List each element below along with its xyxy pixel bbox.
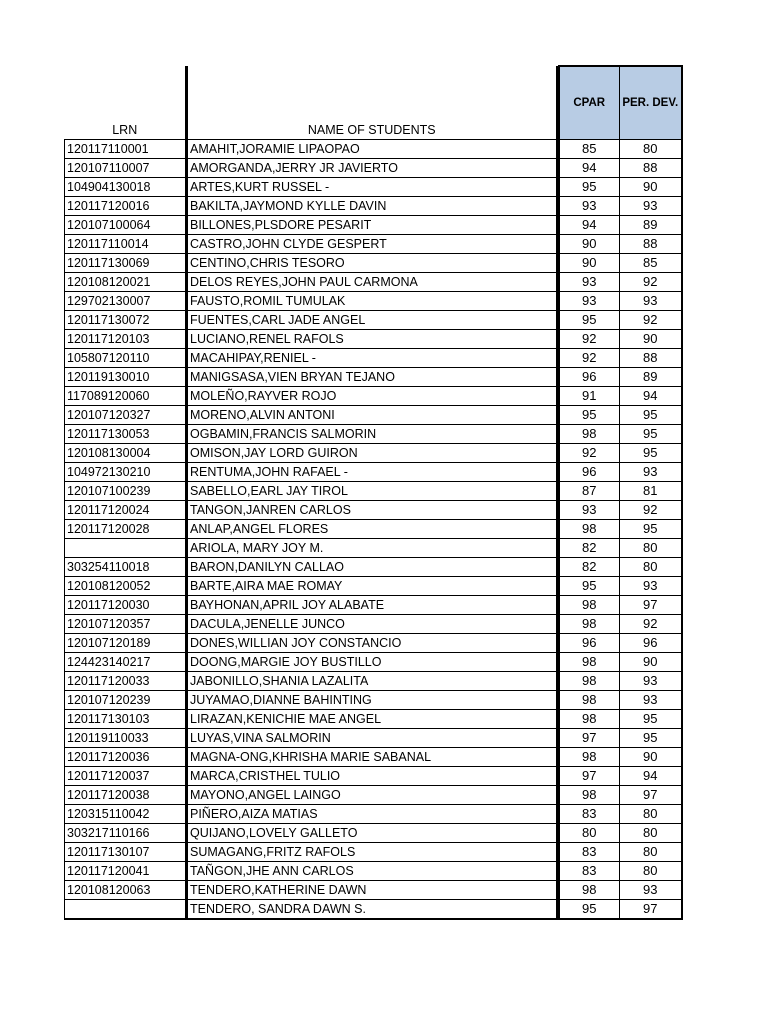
cell-lrn: 120119110033: [65, 729, 187, 748]
cell-lrn: 303254110018: [65, 558, 187, 577]
cell-student-name: OGBAMIN,FRANCIS SALMORIN: [187, 425, 557, 444]
cell-lrn: 104972130210: [65, 463, 187, 482]
cell-per-dev: 90: [620, 178, 682, 197]
cell-student-name: LIRAZAN,KENICHIE MAE ANGEL: [187, 710, 557, 729]
cell-cpar: 82: [559, 558, 620, 577]
cell-student-name: TENDERO, SANDRA DAWN S.: [187, 900, 557, 920]
cell-cpar: 98: [559, 520, 620, 539]
cell-cpar: 98: [559, 881, 620, 900]
table-row: [65, 159, 682, 178]
cell-student-name: RENTUMA,JOHN RAFAEL -: [187, 463, 557, 482]
cell-lrn: 120117120037: [65, 767, 187, 786]
cell-cpar: 93: [559, 292, 620, 311]
cell-per-dev: 93: [620, 691, 682, 710]
cell-student-name: ARIOLA, MARY JOY M.: [187, 539, 557, 558]
cell-per-dev: 93: [620, 672, 682, 691]
table-row: [65, 330, 682, 349]
cell-student-name: ANLAP,ANGEL FLORES: [187, 520, 557, 539]
table-row: [65, 786, 682, 805]
table-row: [65, 539, 682, 558]
cell-student-name: AMORGANDA,JERRY JR JAVIERTO: [187, 159, 557, 178]
cell-per-dev: 95: [620, 425, 682, 444]
table-row: [65, 805, 682, 824]
cell-cpar: 87: [559, 482, 620, 501]
cell-per-dev: 93: [620, 577, 682, 596]
cell-cpar: 93: [559, 197, 620, 216]
cell-per-dev: 88: [620, 159, 682, 178]
cell-cpar: 98: [559, 425, 620, 444]
cell-lrn: 117089120060: [65, 387, 187, 406]
cell-student-name: DELOS REYES,JOHN PAUL CARMONA: [187, 273, 557, 292]
table-row: [65, 292, 682, 311]
cell-student-name: BAKILTA,JAYMOND KYLLE DAVIN: [187, 197, 557, 216]
table-row: [65, 368, 682, 387]
cell-cpar: 98: [559, 615, 620, 634]
cell-lrn: 303217110166: [65, 824, 187, 843]
table-row: [65, 406, 682, 425]
table-row: [65, 311, 682, 330]
cell-per-dev: 88: [620, 235, 682, 254]
cell-student-name: FUENTES,CARL JADE ANGEL: [187, 311, 557, 330]
cell-cpar: 98: [559, 748, 620, 767]
cell-cpar: 92: [559, 349, 620, 368]
table-row: [65, 748, 682, 767]
cell-per-dev: 80: [620, 805, 682, 824]
cell-student-name: LUCIANO,RENEL RAFOLS: [187, 330, 557, 349]
cell-lrn: 120315110042: [65, 805, 187, 824]
cell-per-dev: 94: [620, 387, 682, 406]
cell-cpar: 98: [559, 710, 620, 729]
cell-student-name: FAUSTO,ROMIL TUMULAK: [187, 292, 557, 311]
cell-per-dev: 93: [620, 197, 682, 216]
cell-cpar: 98: [559, 653, 620, 672]
cell-lrn: 120107110007: [65, 159, 187, 178]
cell-lrn: 120117130103: [65, 710, 187, 729]
cell-cpar: 85: [559, 140, 620, 159]
cell-student-name: JABONILLO,SHANIA LAZALITA: [187, 672, 557, 691]
table-row: [65, 501, 682, 520]
cell-lrn: 120117120030: [65, 596, 187, 615]
table-row: [65, 843, 682, 862]
cell-cpar: 98: [559, 596, 620, 615]
cell-student-name: BILLONES,PLSDORE PESARIT: [187, 216, 557, 235]
cell-per-dev: 95: [620, 520, 682, 539]
table-row: [65, 596, 682, 615]
cell-lrn: 120107100064: [65, 216, 187, 235]
cell-per-dev: 80: [620, 843, 682, 862]
cell-cpar: 96: [559, 634, 620, 653]
cell-cpar: 95: [559, 178, 620, 197]
student-grades-table: [64, 65, 683, 920]
cell-per-dev: 96: [620, 634, 682, 653]
cell-lrn: 120117120033: [65, 672, 187, 691]
table-row: [65, 520, 682, 539]
table-row: [65, 197, 682, 216]
cell-cpar: 92: [559, 330, 620, 349]
cell-per-dev: 81: [620, 482, 682, 501]
cell-lrn: 120117120103: [65, 330, 187, 349]
cell-lrn: 120107120189: [65, 634, 187, 653]
cell-cpar: 93: [559, 273, 620, 292]
cell-per-dev: 97: [620, 900, 682, 920]
table-row: [65, 862, 682, 881]
cell-per-dev: 92: [620, 501, 682, 520]
cell-student-name: SUMAGANG,FRITZ RAFOLS: [187, 843, 557, 862]
cell-lrn: 120119130010: [65, 368, 187, 387]
cell-per-dev: 80: [620, 862, 682, 881]
cell-per-dev: 93: [620, 463, 682, 482]
cell-cpar: 98: [559, 672, 620, 691]
cell-student-name: BARTE,AIRA MAE ROMAY: [187, 577, 557, 596]
table-row: [65, 653, 682, 672]
cell-lrn: 120107120357: [65, 615, 187, 634]
cell-per-dev: 92: [620, 615, 682, 634]
cell-per-dev: 90: [620, 653, 682, 672]
cell-cpar: 80: [559, 824, 620, 843]
cell-cpar: 93: [559, 501, 620, 520]
cell-lrn: 104904130018: [65, 178, 187, 197]
cell-cpar: 91: [559, 387, 620, 406]
cell-cpar: 90: [559, 254, 620, 273]
cell-lrn: 120117120028: [65, 520, 187, 539]
cell-lrn: 120117110001: [65, 140, 187, 159]
table-row: [65, 881, 682, 900]
cell-cpar: 94: [559, 159, 620, 178]
cell-lrn: 120108120063: [65, 881, 187, 900]
table-row: [65, 254, 682, 273]
cell-student-name: TENDERO,KATHERINE DAWN: [187, 881, 557, 900]
cell-lrn: 105807120110: [65, 349, 187, 368]
cell-cpar: 98: [559, 691, 620, 710]
cell-student-name: PIÑERO,AIZA MATIAS: [187, 805, 557, 824]
table-row: [65, 577, 682, 596]
cell-per-dev: 95: [620, 406, 682, 425]
cell-per-dev: 80: [620, 824, 682, 843]
table-row: [65, 444, 682, 463]
cell-per-dev: 90: [620, 330, 682, 349]
cell-per-dev: 92: [620, 273, 682, 292]
cell-per-dev: 89: [620, 216, 682, 235]
cell-lrn: 120117120038: [65, 786, 187, 805]
cell-student-name: MAYONO,ANGEL LAINGO: [187, 786, 557, 805]
table-row: [65, 178, 682, 197]
cell-cpar: 96: [559, 463, 620, 482]
cell-student-name: QUIJANO,LOVELY GALLETO: [187, 824, 557, 843]
cell-lrn: 120108130004: [65, 444, 187, 463]
cell-cpar: 98: [559, 786, 620, 805]
cell-lrn: 120117130069: [65, 254, 187, 273]
cell-student-name: CENTINO,CHRIS TESORO: [187, 254, 557, 273]
cell-per-dev: 80: [620, 558, 682, 577]
table-row: [65, 387, 682, 406]
table-row: [65, 216, 682, 235]
cell-student-name: MOLEÑO,RAYVER ROJO: [187, 387, 557, 406]
table-row: [65, 558, 682, 577]
table-row: [65, 463, 682, 482]
cell-student-name: OMISON,JAY LORD GUIRON: [187, 444, 557, 463]
cell-cpar: 95: [559, 311, 620, 330]
cell-student-name: MAGNA-ONG,KHRISHA MARIE SABANAL: [187, 748, 557, 767]
header-name-of-students: NAME OF STUDENTS: [187, 66, 557, 140]
header-cpar: CPAR: [559, 66, 620, 140]
cell-per-dev: 89: [620, 368, 682, 387]
header-lrn: LRN: [65, 66, 187, 140]
cell-cpar: 83: [559, 843, 620, 862]
cell-student-name: SABELLO,EARL JAY TIROL: [187, 482, 557, 501]
table-row: [65, 767, 682, 786]
cell-student-name: MORENO,ALVIN ANTONI: [187, 406, 557, 425]
table-row: [65, 425, 682, 444]
cell-cpar: 96: [559, 368, 620, 387]
cell-student-name: JUYAMAO,DIANNE BAHINTING: [187, 691, 557, 710]
table-row: [65, 615, 682, 634]
table-row: [65, 691, 682, 710]
cell-cpar: 97: [559, 767, 620, 786]
cell-lrn: 120117110014: [65, 235, 187, 254]
cell-student-name: DONES,WILLIAN JOY CONSTANCIO: [187, 634, 557, 653]
table-row: [65, 729, 682, 748]
cell-per-dev: 92: [620, 311, 682, 330]
cell-cpar: 90: [559, 235, 620, 254]
cell-lrn: 120108120021: [65, 273, 187, 292]
table-row: [65, 710, 682, 729]
table-row: [65, 140, 682, 159]
header-per-dev: PER. DEV.: [620, 66, 682, 140]
cell-per-dev: 97: [620, 786, 682, 805]
table-row: [65, 900, 682, 920]
cell-lrn: 120107120327: [65, 406, 187, 425]
cell-student-name: DACULA,JENELLE JUNCO: [187, 615, 557, 634]
cell-cpar: 83: [559, 862, 620, 881]
cell-cpar: 95: [559, 406, 620, 425]
cell-cpar: 92: [559, 444, 620, 463]
cell-lrn: 120107120239: [65, 691, 187, 710]
cell-per-dev: 80: [620, 140, 682, 159]
cell-student-name: MACAHIPAY,RENIEL -: [187, 349, 557, 368]
cell-per-dev: 95: [620, 710, 682, 729]
cell-per-dev: 94: [620, 767, 682, 786]
cell-cpar: 97: [559, 729, 620, 748]
cell-student-name: ARTES,KURT RUSSEL -: [187, 178, 557, 197]
cell-lrn: 120117130072: [65, 311, 187, 330]
cell-lrn: 124423140217: [65, 653, 187, 672]
cell-per-dev: 97: [620, 596, 682, 615]
cell-per-dev: 88: [620, 349, 682, 368]
cell-cpar: 95: [559, 900, 620, 920]
cell-cpar: 94: [559, 216, 620, 235]
cell-per-dev: 95: [620, 729, 682, 748]
cell-student-name: TANGON,JANREN CARLOS: [187, 501, 557, 520]
table-row: [65, 349, 682, 368]
header-row: [65, 66, 682, 140]
cell-lrn: [65, 900, 187, 920]
cell-student-name: BAYHONAN,APRIL JOY ALABATE: [187, 596, 557, 615]
cell-lrn: 120117120024: [65, 501, 187, 520]
cell-student-name: AMAHIT,JORAMIE LIPAOPAO: [187, 140, 557, 159]
table-row: [65, 672, 682, 691]
cell-cpar: 82: [559, 539, 620, 558]
cell-per-dev: 85: [620, 254, 682, 273]
cell-student-name: BARON,DANILYN CALLAO: [187, 558, 557, 577]
table-row: [65, 824, 682, 843]
cell-lrn: [65, 539, 187, 558]
cell-lrn: 129702130007: [65, 292, 187, 311]
table-row: [65, 273, 682, 292]
cell-per-dev: 93: [620, 881, 682, 900]
cell-student-name: MARCA,CRISTHEL TULIO: [187, 767, 557, 786]
table-row: [65, 634, 682, 653]
cell-per-dev: 93: [620, 292, 682, 311]
cell-student-name: CASTRO,JOHN CLYDE GESPERT: [187, 235, 557, 254]
cell-student-name: MANIGSASA,VIEN BRYAN TEJANO: [187, 368, 557, 387]
cell-per-dev: 90: [620, 748, 682, 767]
cell-per-dev: 80: [620, 539, 682, 558]
cell-lrn: 120117130053: [65, 425, 187, 444]
table-row: [65, 482, 682, 501]
cell-lrn: 120108120052: [65, 577, 187, 596]
cell-student-name: LUYAS,VINA SALMORIN: [187, 729, 557, 748]
table-row: [65, 235, 682, 254]
cell-lrn: 120117130107: [65, 843, 187, 862]
cell-student-name: DOONG,MARGIE JOY BUSTILLO: [187, 653, 557, 672]
cell-cpar: 95: [559, 577, 620, 596]
cell-lrn: 120107100239: [65, 482, 187, 501]
cell-student-name: TAÑGON,JHE ANN CARLOS: [187, 862, 557, 881]
cell-per-dev: 95: [620, 444, 682, 463]
cell-lrn: 120117120041: [65, 862, 187, 881]
cell-cpar: 83: [559, 805, 620, 824]
cell-lrn: 120117120036: [65, 748, 187, 767]
cell-lrn: 120117120016: [65, 197, 187, 216]
